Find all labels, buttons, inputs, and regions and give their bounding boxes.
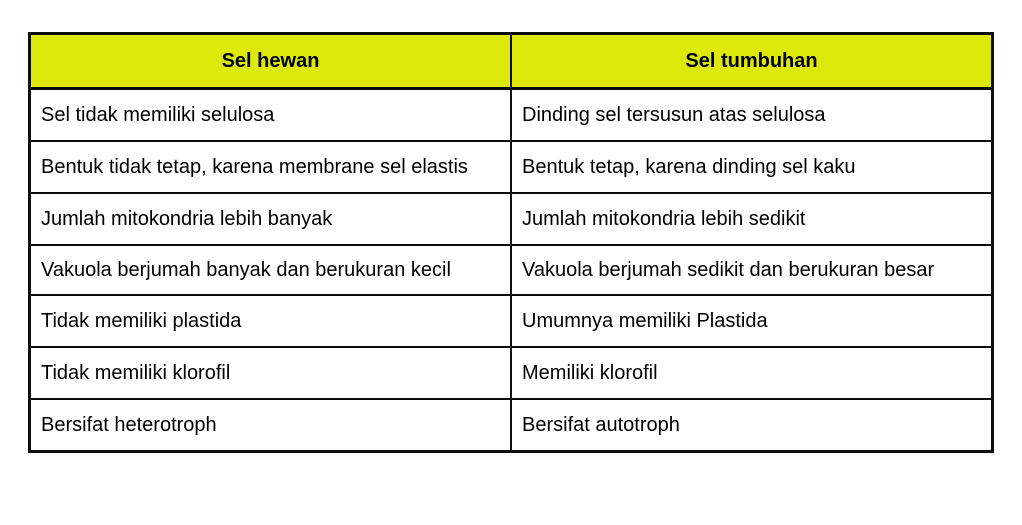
cell-tumbuhan-selulosa: Dinding sel tersusun atas selulosa (511, 89, 993, 142)
cell-tumbuhan-plastida: Umumnya memiliki Plastida (511, 295, 993, 347)
header-sel-tumbuhan: Sel tumbuhan (511, 34, 993, 89)
table-row (30, 347, 993, 399)
comparison-table-container (28, 32, 994, 453)
cell-tumbuhan-mitokondria: Jumlah mitokondria lebih sedikit (511, 193, 993, 245)
cell-tumbuhan-sifat: Bersifat autotroph (511, 399, 993, 452)
cell-tumbuhan-bentuk: Bentuk tetap, karena dinding sel kaku (511, 141, 993, 193)
table-row (30, 245, 993, 295)
cell-hewan-plastida: Tidak memiliki plastida (30, 295, 512, 347)
cell-hewan-vakuola: Vakuola berjumah banyak dan berukuran kecil (30, 245, 512, 295)
cell-tumbuhan-vakuola: Vakuola berjumah sedikit dan berukuran besar (511, 245, 993, 295)
table-row (30, 193, 993, 245)
header-sel-hewan: Sel hewan (30, 34, 512, 89)
cell-hewan-mitokondria: Jumlah mitokondria lebih banyak (30, 193, 512, 245)
cell-hewan-bentuk: Bentuk tidak tetap, karena membrane sel elastis (30, 141, 512, 193)
table-row (30, 141, 993, 193)
cell-comparison-table (28, 32, 994, 453)
table-header (30, 34, 993, 89)
table-row (30, 399, 993, 452)
table-row (30, 89, 993, 142)
table-body (30, 89, 993, 452)
cell-hewan-klorofil: Tidak memiliki klorofil (30, 347, 512, 399)
table-row (30, 295, 993, 347)
cell-hewan-selulosa: Sel tidak memiliki selulosa (30, 89, 512, 142)
cell-hewan-sifat: Bersifat heterotroph (30, 399, 512, 452)
cell-tumbuhan-klorofil: Memiliki klorofil (511, 347, 993, 399)
header-row (30, 34, 993, 89)
